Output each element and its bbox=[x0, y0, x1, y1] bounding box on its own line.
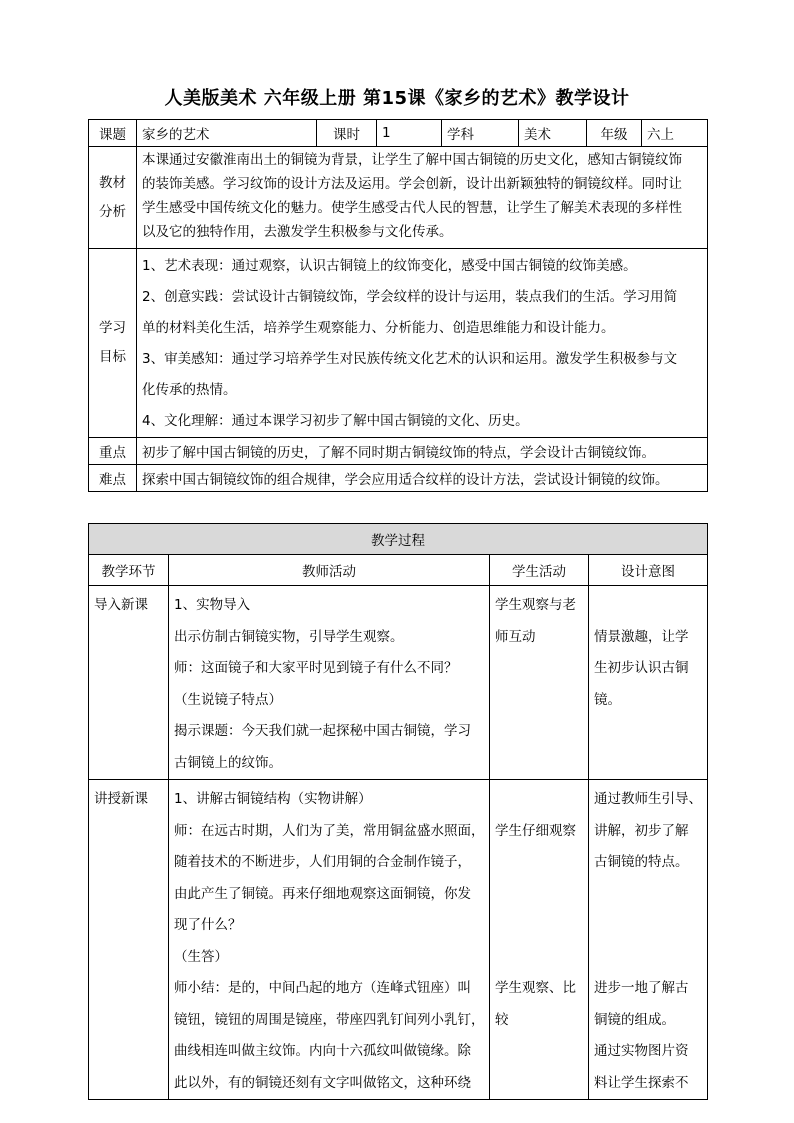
page-title: 人美版美术 六年级上册 第15课《家乡的艺术》教学设计 bbox=[164, 88, 630, 109]
hours-value: 1 bbox=[377, 120, 442, 147]
goals-text: 1、艺术表现：通过观察，认识古铜镜上的纹饰变化，感受中国古铜镜的纹饰美感。 2、创意实践：尝试设计古铜镜纹饰，学会纹样的设计与运用，装点我们的生活。学习用简 单的材料美化生活，培养学生观察能力、分析能力、创造思维能力和设计能力。 3、审美感知：通过学习培养学生对民族传统文化艺术的认识和运用。激发学生积极参与文 化传承的热情。 4、文化理解：通过本课学习初步了解中国古铜镜的文化、历史。 bbox=[137, 249, 708, 438]
stage-cell: 讲授新课 bbox=[89, 780, 169, 1100]
teacher-cell: 1、实物导入 出示仿制古铜镜实物，引导学生观察。 师：这面镜子和大家平时见到镜子有什么不同？ （生说镜子特点） 揭示课题：今天我们就一起探秘中国古铜镜，学习 古铜镜上的纹饰。 bbox=[169, 586, 490, 780]
process-table bbox=[88, 523, 708, 1100]
topic-value: 家乡的艺术 bbox=[137, 120, 317, 147]
col-teacher: 教师活动 bbox=[169, 555, 490, 586]
intent-cell: 通过教师生引导、 讲解，初步了解 古铜镜的特点。 进步一地了解古 铜镜的组成。 通过实物图片资 料让学生探索不 bbox=[589, 780, 708, 1100]
stage-cell: 导入新课 bbox=[89, 586, 169, 780]
topic-label: 课题 bbox=[89, 120, 137, 147]
intent-cell: 情景激趣，让学 生初步认识古铜 镜。 bbox=[589, 586, 708, 780]
student-cell: 学生观察与老 师互动 bbox=[490, 586, 589, 780]
goals-label: 学习 目标 bbox=[89, 249, 137, 438]
col-student: 学生活动 bbox=[490, 555, 589, 586]
col-stage: 教学环节 bbox=[89, 555, 169, 586]
difficulty-text: 探索中国古铜镜纹饰的组合规律，学会应用适合纹样的设计方法，尝试设计铜镜的纹饰。 bbox=[137, 465, 708, 492]
grade-value: 六上 bbox=[642, 120, 708, 147]
subject-value: 美术 bbox=[519, 120, 587, 147]
hours-label: 课时 bbox=[317, 120, 377, 147]
keypoint-label: 重点 bbox=[89, 438, 137, 465]
process-header: 教学过程 bbox=[89, 524, 708, 555]
teacher-cell: 1、讲解古铜镜结构（实物讲解） 师：在远古时期，人们为了美，常用铜盆盛水照面， 随着技术的不断进步，人们用铜的合金制作镜子， 由此产生了铜镜。再来仔细地观察这面铜镜，你发 现了什么？ （生答） 师小结：是的，中间凸起的地方（连峰式钮座）叫 镜钮，镜钮的周围是镜座，带座四乳钉间列小乳钉， 曲线相连叫做主纹饰。内向十六孤纹叫做镜缘。除 此以外，有的铜镜还刻有文字叫做铭文，这种环绕 bbox=[169, 780, 490, 1100]
col-intent: 设计意图 bbox=[589, 555, 708, 586]
analysis-text: 本课通过安徽淮南出土的铜镜为背景，让学生了解中国古铜镜的历史文化，感知古铜镜纹饰 的装饰美感。学习纹饰的设计方法及运用。学会创新，设计出新颖独特的铜镜纹样。同时让 学生感受中国传统文化的魅力。使学生感受古代人民的智慧，让学生了解美术表现的多样性 以及它的独特作用，去激发学生积极参与文化传承。 bbox=[137, 147, 708, 249]
subject-label: 学科 bbox=[442, 120, 519, 147]
info-table bbox=[88, 119, 708, 492]
difficulty-label: 难点 bbox=[89, 465, 137, 492]
keypoint-text: 初步了解中国古铜镜的历史，了解不同时期古铜镜纹饰的特点，学会设计古铜镜纹饰。 bbox=[137, 438, 708, 465]
student-cell: 学生仔细观察 学生观察、比 较 bbox=[490, 780, 589, 1100]
analysis-label: 教材 分析 bbox=[89, 147, 137, 249]
grade-label: 年级 bbox=[587, 120, 642, 147]
